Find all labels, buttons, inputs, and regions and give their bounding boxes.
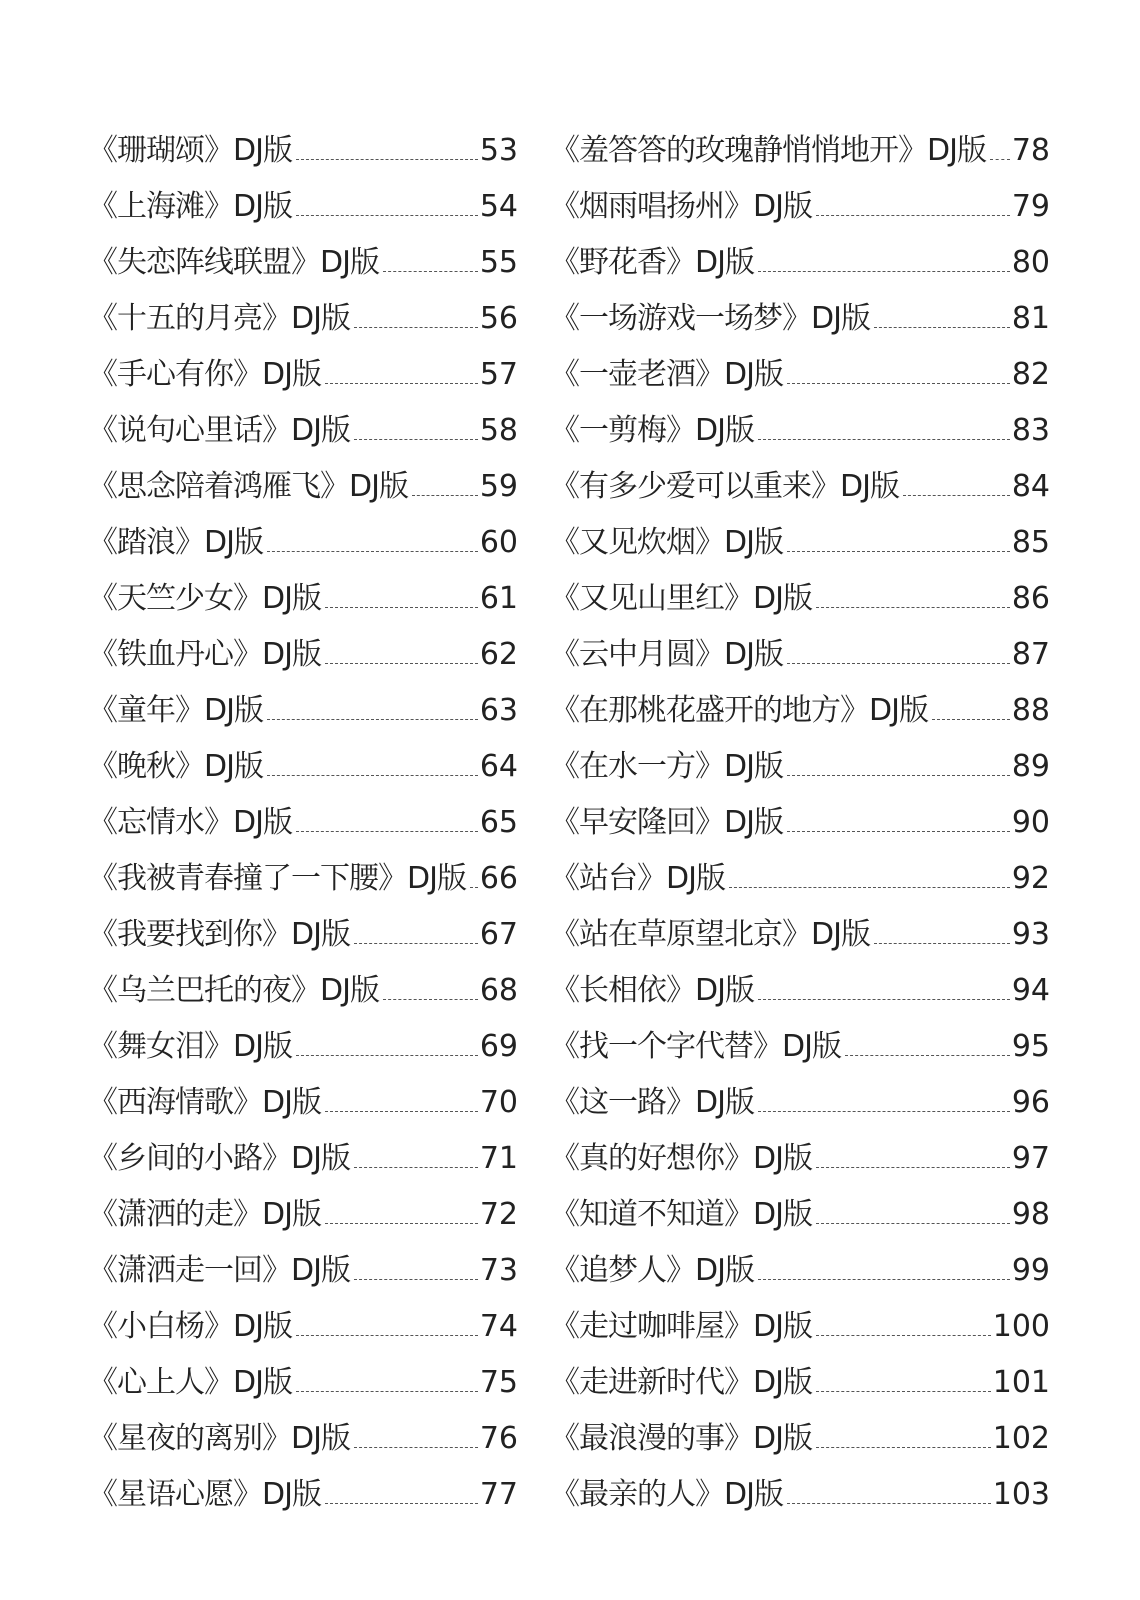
toc-entry-page-number: 86 xyxy=(1011,581,1050,616)
toc-entry-page-number: 75 xyxy=(479,1365,518,1400)
toc-entry[interactable] xyxy=(88,958,518,1014)
toc-leader-dashes xyxy=(787,551,1010,552)
toc-entry[interactable] xyxy=(88,230,518,286)
toc-leader-dashes xyxy=(325,1223,478,1224)
toc-entry-title: 《又见炊烟》DJ版 xyxy=(550,525,783,560)
toc-entry[interactable] xyxy=(88,1294,518,1350)
toc-leader-dashes xyxy=(296,1335,478,1336)
toc-entry-page-number: 64 xyxy=(479,749,518,784)
toc-entry-title: 《站台》DJ版 xyxy=(550,861,725,896)
toc-entry[interactable] xyxy=(550,230,1050,286)
toc-leader-dashes xyxy=(932,719,1010,720)
toc-leader-dashes xyxy=(296,215,478,216)
toc-entry[interactable] xyxy=(550,566,1050,622)
toc-leader-dashes xyxy=(758,271,1010,272)
toc-leader-dashes xyxy=(787,1503,991,1504)
toc-entry[interactable] xyxy=(550,454,1050,510)
toc-entry-title: 《找一个字代替》DJ版 xyxy=(550,1029,841,1064)
toc-entry-page-number: 81 xyxy=(1011,301,1050,336)
toc-entry-title: 《野花香》DJ版 xyxy=(550,245,754,280)
toc-entry-title: 《羞答答的玫瑰静悄悄地开》DJ版 xyxy=(550,133,986,168)
toc-leader-dashes xyxy=(383,271,478,272)
toc-leader-dashes xyxy=(354,943,478,944)
toc-entry[interactable] xyxy=(88,622,518,678)
toc-entry[interactable] xyxy=(88,454,518,510)
toc-entry-page-number: 79 xyxy=(1011,189,1050,224)
toc-entry-title: 《追梦人》DJ版 xyxy=(550,1253,754,1288)
toc-entry-page-number: 90 xyxy=(1011,805,1050,840)
toc-entry-page-number: 71 xyxy=(479,1141,518,1176)
toc-entry-page-number: 68 xyxy=(479,973,518,1008)
toc-leader-dashes xyxy=(354,327,478,328)
toc-entry[interactable] xyxy=(88,734,518,790)
toc-entry-title: 《西海情歌》DJ版 xyxy=(88,1085,321,1120)
toc-entry-title: 《天竺少女》DJ版 xyxy=(88,581,321,616)
toc-entry-title: 《我要找到你》DJ版 xyxy=(88,917,350,952)
toc-entry-title: 《星语心愿》DJ版 xyxy=(88,1477,321,1512)
toc-entry-title: 《云中月圆》DJ版 xyxy=(550,637,783,672)
toc-leader-dashes xyxy=(787,775,1010,776)
toc-leader-dashes xyxy=(354,1167,478,1168)
toc-leader-dashes xyxy=(412,495,478,496)
toc-entry[interactable] xyxy=(550,1238,1050,1294)
toc-entry-title: 《走过咖啡屋》DJ版 xyxy=(550,1309,812,1344)
toc-entry-title: 《长相依》DJ版 xyxy=(550,973,754,1008)
toc-leader-dashes xyxy=(758,439,1010,440)
toc-leader-dashes xyxy=(325,383,478,384)
toc-entry-title: 《烟雨唱扬州》DJ版 xyxy=(550,189,812,224)
toc-leader-dashes xyxy=(816,215,1010,216)
toc-leader-dashes xyxy=(470,887,478,888)
toc-entry-title: 《珊瑚颂》DJ版 xyxy=(88,133,292,168)
toc-leader-dashes xyxy=(383,999,478,1000)
toc-entry-page-number: 88 xyxy=(1011,693,1050,728)
toc-entry[interactable] xyxy=(550,846,1050,902)
toc-entry-page-number: 78 xyxy=(1011,133,1050,168)
toc-leader-dashes xyxy=(903,495,1010,496)
toc-entry-title: 《踏浪》DJ版 xyxy=(88,525,263,560)
toc-entry-title: 《星夜的离别》DJ版 xyxy=(88,1421,350,1456)
toc-entry[interactable] xyxy=(550,118,1050,174)
toc-entry-page-number: 59 xyxy=(479,469,518,504)
toc-entry-page-number: 85 xyxy=(1011,525,1050,560)
toc-leader-dashes xyxy=(787,663,1010,664)
toc-entry[interactable] xyxy=(88,342,518,398)
toc-entry-page-number: 62 xyxy=(479,637,518,672)
toc-entry-title: 《失恋阵线联盟》DJ版 xyxy=(88,245,379,280)
toc-leader-dashes xyxy=(296,1391,478,1392)
toc-entry[interactable] xyxy=(550,286,1050,342)
toc-leader-dashes xyxy=(325,663,478,664)
toc-entry[interactable] xyxy=(550,1126,1050,1182)
toc-entry-title: 《思念陪着鸿雁飞》DJ版 xyxy=(88,469,408,504)
toc-leader-dashes xyxy=(296,1055,478,1056)
toc-entry-page-number: 95 xyxy=(1011,1029,1050,1064)
toc-entry-page-number: 74 xyxy=(479,1309,518,1344)
toc-leader-dashes xyxy=(816,1167,1010,1168)
toc-entry[interactable] xyxy=(550,1182,1050,1238)
toc-leader-dashes xyxy=(729,887,1010,888)
toc-entry-title: 《十五的月亮》DJ版 xyxy=(88,301,350,336)
toc-entry-page-number: 65 xyxy=(479,805,518,840)
toc-entry[interactable] xyxy=(550,678,1050,734)
toc-entry-page-number: 66 xyxy=(479,861,518,896)
toc-entry-page-number: 82 xyxy=(1011,357,1050,392)
toc-entry-title: 《潇洒的走》DJ版 xyxy=(88,1197,321,1232)
toc-leader-dashes xyxy=(874,327,1010,328)
toc-entry-title: 《乡间的小路》DJ版 xyxy=(88,1141,350,1176)
toc-entry[interactable] xyxy=(88,846,518,902)
toc-entry-page-number: 92 xyxy=(1011,861,1050,896)
toc-entry-title: 《心上人》DJ版 xyxy=(88,1365,292,1400)
toc-entry-page-number: 102 xyxy=(992,1421,1050,1456)
toc-entry-title: 《我被青春撞了一下腰》DJ版 xyxy=(88,861,466,896)
toc-entry-title: 《潇洒走一回》DJ版 xyxy=(88,1253,350,1288)
toc-entry-page-number: 93 xyxy=(1011,917,1050,952)
toc-entry-title: 《在那桃花盛开的地方》DJ版 xyxy=(550,693,928,728)
toc-entry-title: 《一壶老酒》DJ版 xyxy=(550,357,783,392)
toc-entry-page-number: 72 xyxy=(479,1197,518,1232)
toc-entry-title: 《知道不知道》DJ版 xyxy=(550,1197,812,1232)
toc-entry[interactable] xyxy=(550,1294,1050,1350)
toc-entry[interactable] xyxy=(88,174,518,230)
toc-entry-title: 《乌兰巴托的夜》DJ版 xyxy=(88,973,379,1008)
toc-entry-title: 《这一路》DJ版 xyxy=(550,1085,754,1120)
toc-leader-dashes xyxy=(354,1447,478,1448)
toc-entry-title: 《最浪漫的事》DJ版 xyxy=(550,1421,812,1456)
toc-leader-dashes xyxy=(787,831,1010,832)
toc-entry[interactable] xyxy=(550,1070,1050,1126)
toc-leader-dashes xyxy=(845,1055,1010,1056)
toc-leader-dashes xyxy=(816,607,1010,608)
toc-entry[interactable] xyxy=(88,510,518,566)
toc-leader-dashes xyxy=(325,1503,478,1504)
toc-entry[interactable] xyxy=(88,1014,518,1070)
toc-entry[interactable] xyxy=(88,1238,518,1294)
toc-leader-dashes xyxy=(787,383,1010,384)
toc-entry[interactable] xyxy=(88,1406,518,1462)
toc-entry-page-number: 60 xyxy=(479,525,518,560)
toc-entry-title: 《最亲的人》DJ版 xyxy=(550,1477,783,1512)
toc-entry-page-number: 73 xyxy=(479,1253,518,1288)
toc-leader-dashes xyxy=(267,775,478,776)
toc-entry-title: 《一场游戏一场梦》DJ版 xyxy=(550,301,870,336)
toc-leader-dashes xyxy=(354,1279,478,1280)
toc-entry-title: 《童年》DJ版 xyxy=(88,693,263,728)
toc-entry[interactable] xyxy=(550,174,1050,230)
toc-column-right xyxy=(550,118,1050,1518)
toc-entry-title: 《舞女泪》DJ版 xyxy=(88,1029,292,1064)
toc-entry-title: 《又见山里红》DJ版 xyxy=(550,581,812,616)
toc-entry-title: 《一剪梅》DJ版 xyxy=(550,413,754,448)
toc-entry-page-number: 97 xyxy=(1011,1141,1050,1176)
toc-leader-dashes xyxy=(990,159,1010,160)
toc-entry-page-number: 69 xyxy=(479,1029,518,1064)
toc-entry-page-number: 63 xyxy=(479,693,518,728)
toc-leader-dashes xyxy=(325,1111,478,1112)
toc-leader-dashes xyxy=(267,551,478,552)
toc-entry-title: 《忘情水》DJ版 xyxy=(88,805,292,840)
toc-entry[interactable] xyxy=(88,1126,518,1182)
toc-leader-dashes xyxy=(354,439,478,440)
toc-leader-dashes xyxy=(816,1223,1010,1224)
toc-entry-title: 《站在草原望北京》DJ版 xyxy=(550,917,870,952)
toc-entry[interactable] xyxy=(550,902,1050,958)
toc-entry-page-number: 77 xyxy=(479,1477,518,1512)
toc-entry-title: 《手心有你》DJ版 xyxy=(88,357,321,392)
toc-leader-dashes xyxy=(816,1391,991,1392)
toc-entry-title: 《真的好想你》DJ版 xyxy=(550,1141,812,1176)
toc-entry-page-number: 70 xyxy=(479,1085,518,1120)
toc-leader-dashes xyxy=(816,1447,991,1448)
toc-entry[interactable] xyxy=(550,734,1050,790)
toc-entry[interactable] xyxy=(550,510,1050,566)
toc-entry-title: 《早安隆回》DJ版 xyxy=(550,805,783,840)
toc-entry[interactable] xyxy=(88,1182,518,1238)
toc-entry-title: 《上海滩》DJ版 xyxy=(88,189,292,224)
toc-entry-page-number: 83 xyxy=(1011,413,1050,448)
toc-entry[interactable] xyxy=(88,1070,518,1126)
toc-entry[interactable] xyxy=(88,566,518,622)
toc-entry-page-number: 58 xyxy=(479,413,518,448)
toc-entry-page-number: 56 xyxy=(479,301,518,336)
toc-entry[interactable] xyxy=(88,678,518,734)
toc-entry-page-number: 87 xyxy=(1011,637,1050,672)
toc-entry-title: 《有多少爱可以重来》DJ版 xyxy=(550,469,899,504)
toc-entry[interactable] xyxy=(88,790,518,846)
toc-entry[interactable] xyxy=(550,1350,1050,1406)
toc-entry[interactable] xyxy=(550,1014,1050,1070)
toc-column-left xyxy=(88,118,518,1518)
toc-entry-page-number: 89 xyxy=(1011,749,1050,784)
toc-entry-page-number: 84 xyxy=(1011,469,1050,504)
toc-entry-title: 《小白杨》DJ版 xyxy=(88,1309,292,1344)
toc-entry-page-number: 99 xyxy=(1011,1253,1050,1288)
toc-entry[interactable] xyxy=(550,622,1050,678)
toc-entry-page-number: 57 xyxy=(479,357,518,392)
toc-entry[interactable] xyxy=(88,286,518,342)
toc-leader-dashes xyxy=(267,719,478,720)
toc-entry[interactable] xyxy=(550,1406,1050,1462)
toc-entry-page-number: 101 xyxy=(992,1365,1050,1400)
toc-entry-title: 《走进新时代》DJ版 xyxy=(550,1365,812,1400)
toc-leader-dashes xyxy=(758,999,1010,1000)
toc-entry-title: 《说句心里话》DJ版 xyxy=(88,413,350,448)
toc-leader-dashes xyxy=(325,607,478,608)
toc-leader-dashes xyxy=(758,1111,1010,1112)
toc-entry-page-number: 100 xyxy=(992,1309,1050,1344)
toc-entry[interactable] xyxy=(88,902,518,958)
toc-entry-title: 《在水一方》DJ版 xyxy=(550,749,783,784)
toc-entry-page-number: 94 xyxy=(1011,973,1050,1008)
toc-entry[interactable] xyxy=(550,398,1050,454)
toc-leader-dashes xyxy=(296,159,478,160)
toc-leader-dashes xyxy=(816,1335,991,1336)
toc-entry[interactable] xyxy=(550,1462,1050,1518)
toc-entry-title: 《晚秋》DJ版 xyxy=(88,749,263,784)
toc-leader-dashes xyxy=(874,943,1010,944)
toc-entry-page-number: 76 xyxy=(479,1421,518,1456)
toc-entry[interactable] xyxy=(88,118,518,174)
toc-entry-title: 《铁血丹心》DJ版 xyxy=(88,637,321,672)
toc-leader-dashes xyxy=(296,831,478,832)
toc-entry[interactable] xyxy=(550,790,1050,846)
toc-entry-page-number: 80 xyxy=(1011,245,1050,280)
toc-entry-page-number: 53 xyxy=(479,133,518,168)
toc-entry-page-number: 98 xyxy=(1011,1197,1050,1232)
toc-entry-page-number: 67 xyxy=(479,917,518,952)
toc-entry-page-number: 61 xyxy=(479,581,518,616)
toc-entry-page-number: 103 xyxy=(992,1477,1050,1512)
toc-entry[interactable] xyxy=(550,958,1050,1014)
toc-leader-dashes xyxy=(758,1279,1010,1280)
toc-entry-page-number: 55 xyxy=(479,245,518,280)
toc-entry[interactable] xyxy=(88,398,518,454)
toc-entry[interactable] xyxy=(88,1350,518,1406)
toc-entry-page-number: 54 xyxy=(479,189,518,224)
toc-entry[interactable] xyxy=(88,1462,518,1518)
toc-entry[interactable] xyxy=(550,342,1050,398)
toc-entry-page-number: 96 xyxy=(1011,1085,1050,1120)
